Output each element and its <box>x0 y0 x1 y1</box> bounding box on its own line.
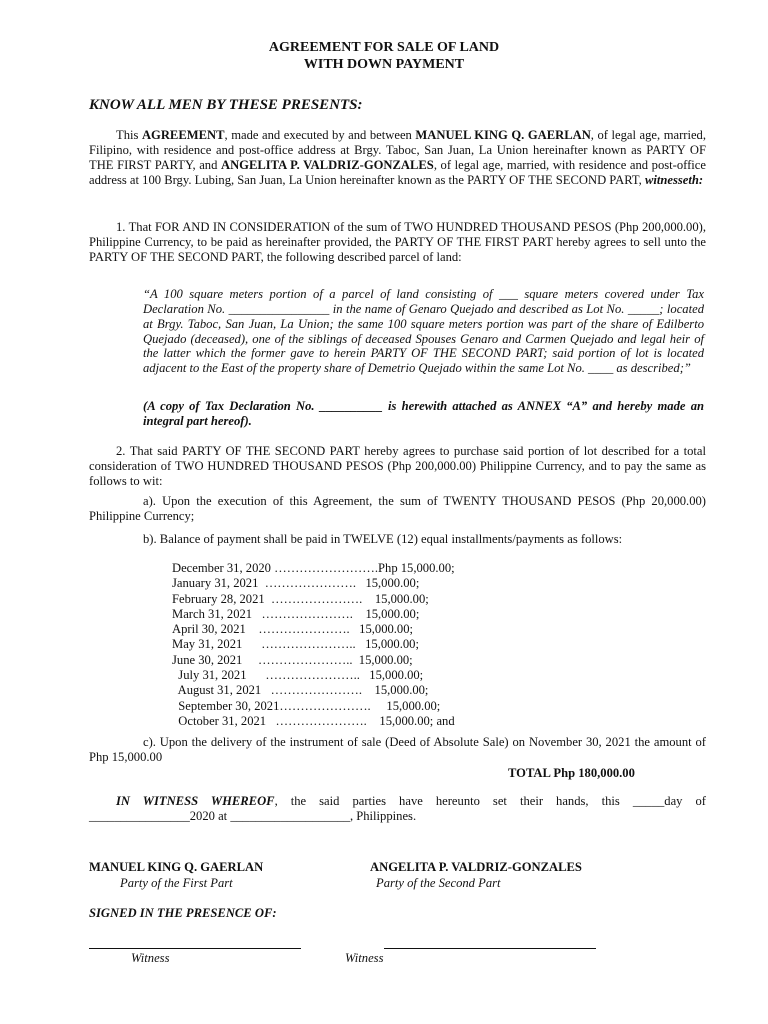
document-subtitle: WITH DOWN PAYMENT <box>303 57 465 72</box>
land-description-quote: “A 100 square meters portion of a parcel of land consisting of ___ square meters covered under Tax Declaration No. ________________ in the name of Genaro Quejado and described as Lot No. _____; located at Brgy. Taboc, San Juan, La Union; the same 100 square meters portion was part of the share of Edilberto Quejado (deceased), one of the siblings of deceased Spouses Genaro and Carmen Quejado and legal heir of the latter which the former gave to herein PARTY OF THE SECOND PART; said portion of lot is located adjacent to the East of the property share of Demetrio Quejado within the same Lot No. ____ as described;” <box>143 287 704 376</box>
schedule-row: June 30, 2021 ………………….. 15,000.00; <box>172 652 413 667</box>
intro-text: , of legal age, married, Filipino, with residence and post-office address at Brgy. Taboc, San Juan, La Union hereinafter known as PARTY OF THE FIRST PARTY, and <box>89 128 706 172</box>
second-party-role: Party of the Second Part <box>376 876 501 890</box>
total-amount: TOTAL Php 180,000.00 <box>508 766 635 780</box>
witnesseth-word: witnesseth: <box>644 172 704 187</box>
second-party-signature-name: ANGELITA P. VALDRIZ-GONZALES <box>370 860 582 874</box>
intro-text: , of legal age, married, with residence and post-office address at 100 Brgy. Lubing, San Juan, La Union hereinafter known as the PARTY OF THE SECOND PART, <box>89 157 706 187</box>
witness-text: , the said parties have hereunto set their hands, this _____day of ________________2020 at ___________________, Philippines. <box>89 794 706 823</box>
payment-schedule <box>172 561 455 729</box>
first-party-name: MANUEL KING Q. GAERLAN <box>415 128 591 142</box>
schedule-row: February 28, 2021 …………………. 15,000.00; <box>172 591 429 606</box>
agreement-word: AGREEMENT <box>141 128 225 142</box>
first-party-role: Party of the First Part <box>120 876 233 890</box>
schedule-row: January 31, 2021 …………………. 15,000.00; <box>172 576 420 591</box>
witness-paragraph <box>89 794 706 824</box>
item-a-paragraph: a). Upon the execution of this Agreement, the sum of TWENTY THOUSAND PESOS (Php 20,000.00) Philippine Currency; <box>89 494 706 523</box>
schedule-row: December 31, 2020 …………………….Php 15,000.00; <box>172 561 455 575</box>
schedule-row: July 31, 2021 ………………….. 15,000.00; <box>172 668 424 683</box>
schedule-row: August 31, 2021 …………………. 15,000.00; <box>172 683 429 698</box>
schedule-row: March 31, 2021 …………………. 15,000.00; <box>172 606 420 621</box>
annex-note: (A copy of Tax Declaration No. __________ is herewith attached as ANNEX “A” and hereby made an integral part hereof). <box>143 399 704 428</box>
signed-presence-heading: SIGNED IN THE PRESENCE OF: <box>89 906 277 920</box>
witness-signature-line <box>384 948 596 949</box>
witness-label: Witness <box>345 951 384 965</box>
consideration-paragraph: 1. That FOR AND IN CONSIDERATION of the sum of TWO HUNDRED THOUSAND PESOS (Php 200,000.00), Philippine Currency, to be paid as hereinafter provided, the PARTY OF THE FIRST PART hereby agrees to sell unto the PARTY OF THE SECOND PART, the following described parcel of land: <box>89 220 706 264</box>
schedule-row: April 30, 2021 …………………. 15,000.00; <box>172 622 414 637</box>
schedule-row: May 31, 2021 ………………….. 15,000.00; <box>172 637 419 652</box>
intro-paragraph <box>89 128 706 187</box>
intro-text: , made and executed by and between <box>224 128 416 142</box>
know-all-heading: KNOW ALL MEN BY THESE PRESENTS: <box>89 97 363 113</box>
witness-whereof: IN WITNESS WHEREOF <box>116 794 275 808</box>
witness-label: Witness <box>131 951 170 965</box>
schedule-row: September 30, 2021…………………. 15,000.00; <box>172 698 441 713</box>
schedule-row: October 31, 2021 …………………. 15,000.00; and <box>172 713 455 728</box>
witness-signature-line <box>89 948 301 949</box>
first-party-signature-name: MANUEL KING Q. GAERLAN <box>89 860 264 874</box>
item-c-paragraph: c). Upon the delivery of the instrument of sale (Deed of Absolute Sale) on November 30, 2021 the amount of Php 15,000.00 <box>89 735 706 764</box>
item-b-paragraph: b). Balance of payment shall be paid in TWELVE (12) equal installments/payments as follows: <box>143 532 623 546</box>
purchase-paragraph: 2. That said PARTY OF THE SECOND PART hereby agrees to purchase said portion of lot described for a total consideration of TWO HUNDRED THOUSAND PESOS (Php 200,000.00) Philippine Currency, and to pay the same as follows to wit: <box>89 444 706 488</box>
second-party-name: ANGELITA P. VALDRIZ-GONZALES <box>220 157 434 172</box>
intro-text: This <box>116 128 142 142</box>
document-title: AGREEMENT FOR SALE OF LAND <box>268 40 500 55</box>
